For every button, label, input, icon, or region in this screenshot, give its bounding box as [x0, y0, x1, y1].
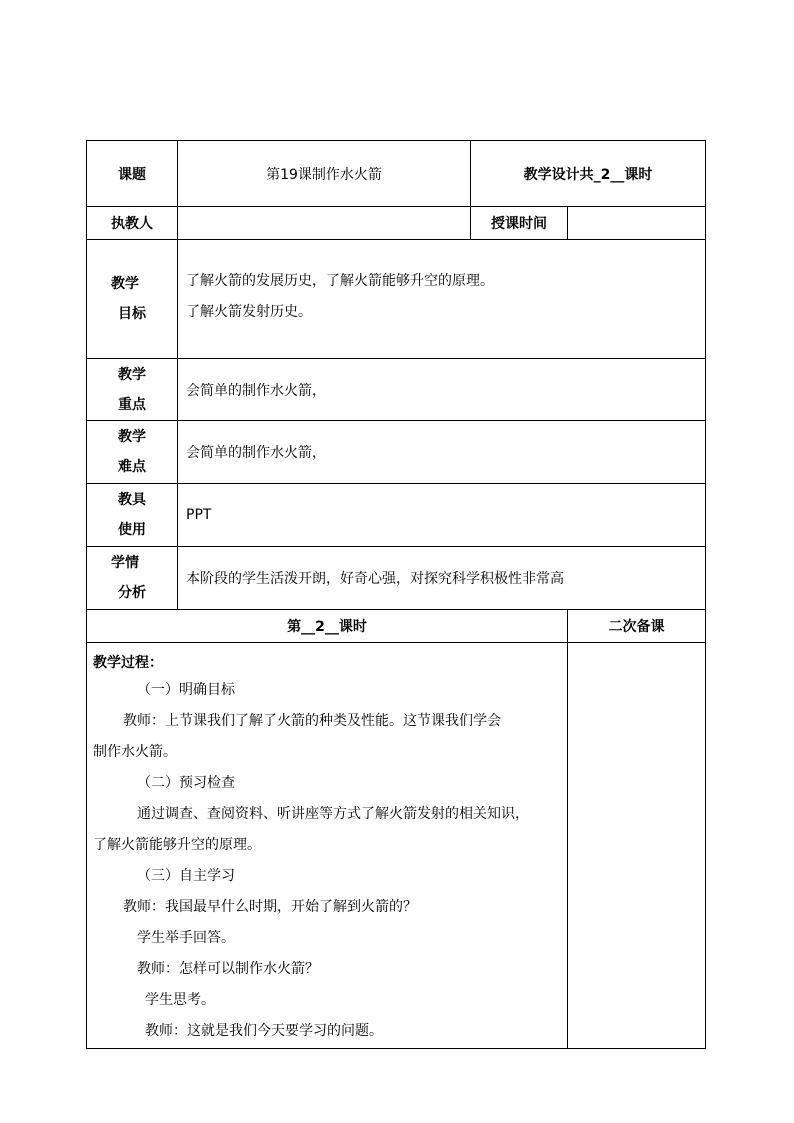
period-label: 第__2__课时	[87, 610, 568, 643]
process-line-10: 教师：怎样可以制作水火箭？	[137, 961, 319, 977]
goals-label-line-2: 目标	[118, 306, 146, 322]
topic-label: 课题	[87, 141, 178, 207]
process-line-11: 学生思考。	[145, 992, 215, 1008]
process-line-12: 教师：这就是我们今天要学习的问题。	[145, 1023, 383, 1039]
process-line-8: 教师：我国最早什么时期，开始了解到火箭的？	[123, 899, 417, 915]
key-points-label-line-2: 重点	[118, 396, 146, 413]
goals-row	[87, 240, 706, 359]
class-time-label: 授课时间	[471, 207, 568, 240]
key-points-row	[87, 359, 706, 421]
period-row	[87, 610, 706, 643]
teacher-row	[87, 207, 706, 240]
tools-label-line-1: 教具	[118, 492, 146, 508]
process-line-4: （二）预习检查	[137, 775, 235, 791]
teacher-label: 执教人	[87, 207, 178, 240]
analysis-content: 本阶段的学生活泼开朗，好奇心强，对探究科学积极性非常高	[178, 547, 706, 610]
second-prep-content	[568, 643, 706, 1049]
analysis-label	[87, 547, 178, 610]
process-title: 教学过程：	[93, 655, 163, 671]
process-line-3: 制作水火箭。	[93, 744, 177, 760]
difficulties-label-line-2: 难点	[118, 459, 146, 475]
tools-label-line-2: 使用	[118, 522, 146, 538]
process-line-7: （三）自主学习	[137, 868, 235, 884]
class-time-value	[568, 207, 706, 240]
key-points-label-line-1: 教学	[118, 366, 146, 383]
topic-row	[87, 141, 706, 207]
analysis-label-line-1: 学情	[111, 555, 139, 571]
goals-content	[178, 240, 706, 359]
difficulties-label-line-1: 教学	[118, 429, 146, 445]
teaching-process-content	[87, 643, 568, 1049]
difficulties-label	[87, 421, 178, 484]
process-line-9: 学生举手回答。	[137, 930, 235, 946]
key-points-label	[87, 359, 178, 421]
process-line-6: 了解火箭能够升空的原理。	[93, 837, 261, 853]
teacher-value	[178, 207, 471, 240]
process-row	[87, 643, 706, 1049]
tools-row	[87, 484, 706, 547]
tools-label	[87, 484, 178, 547]
analysis-row	[87, 547, 706, 610]
goal-line-2: 了解火箭发射历史。	[186, 304, 312, 320]
goals-label	[87, 240, 178, 359]
lesson-plan-table	[86, 140, 706, 1049]
process-line-1: （一）明确目标	[137, 682, 235, 698]
second-prep-label: 二次备课	[568, 610, 706, 643]
goal-line-1: 了解火箭的发展历史，了解火箭能够升空的原理。	[186, 273, 494, 289]
analysis-label-line-2: 分析	[118, 585, 146, 601]
difficulties-content: 会简单的制作水火箭，	[178, 421, 706, 484]
process-line-5: 通过调查、查阅资料、听讲座等方式了解火箭发射的相关知识，	[137, 806, 529, 822]
design-periods: 教学设计共_2__课时	[471, 141, 706, 207]
goals-label-line-1: 教学	[111, 276, 139, 292]
key-points-content: 会简单的制作水火箭，	[178, 359, 706, 421]
tools-content: PPT	[178, 484, 706, 547]
topic-value: 第19课制作水火箭	[178, 141, 471, 207]
process-line-2: 教师：上节课我们了解了火箭的种类及性能。这节课我们学会	[123, 713, 501, 729]
difficulties-row	[87, 421, 706, 484]
